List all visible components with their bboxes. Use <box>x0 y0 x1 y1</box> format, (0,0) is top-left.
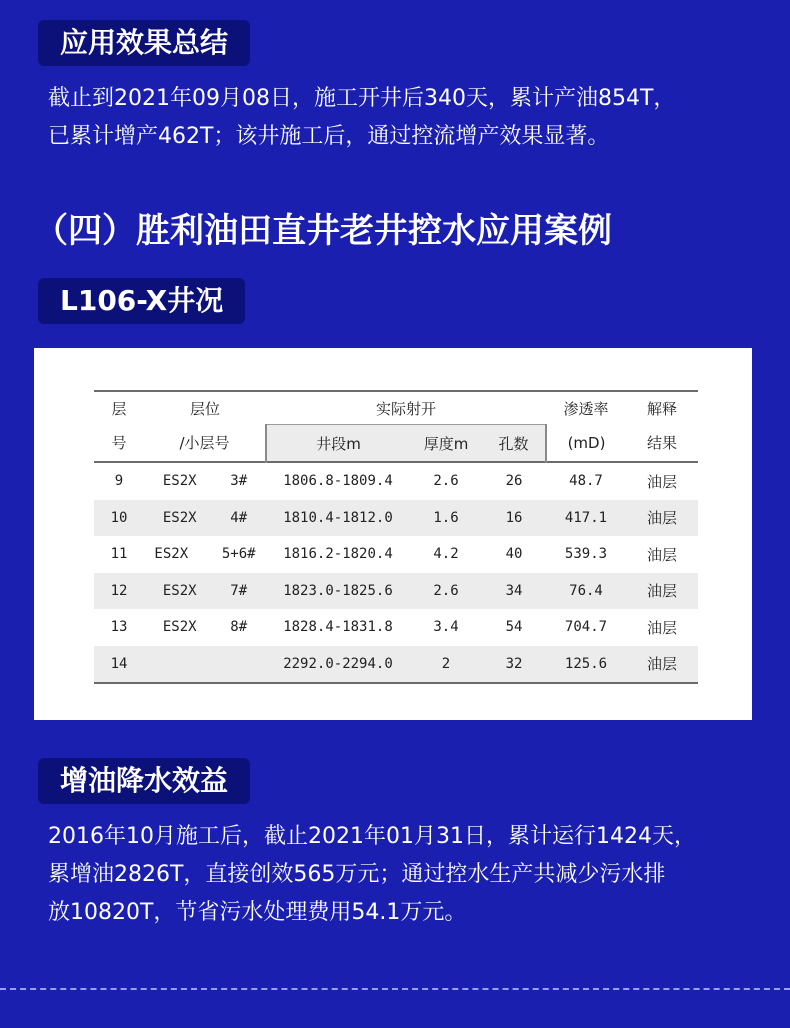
table-header-row-1 <box>94 391 698 425</box>
cell-thickness: 1.6 <box>410 500 482 537</box>
effect-summary-line-2: 已累计增产462T；该井施工后，通过控流增产效果显著。 <box>48 124 610 149</box>
well-data-table <box>94 390 698 684</box>
cell-holes: 26 <box>505 473 523 490</box>
cell-result: 油层 <box>626 646 698 684</box>
cell-layer: 14 <box>94 646 144 684</box>
cell-zone: ES2X 8# <box>162 619 248 636</box>
cell-perm: 48.7 <box>569 473 603 490</box>
cell-layer: 11 <box>110 546 128 563</box>
benefit-text <box>48 818 758 932</box>
header-layer-bottom: 号 <box>111 434 127 453</box>
header-perm-top: 渗透率 <box>563 399 609 418</box>
cell-perm: 417.1 <box>546 500 626 537</box>
table-row <box>94 573 698 610</box>
section-tag-well-condition: L106-X井况 <box>38 278 245 324</box>
cell-zone: ES2X 4# <box>144 500 266 537</box>
cell-layer: 9 <box>114 473 124 490</box>
well-table-panel <box>34 348 752 720</box>
benefit-line-2: 累增油2826T，直接创效565万元；通过控水生产共减少污水排 <box>48 862 666 887</box>
cell-holes: 32 <box>482 646 546 684</box>
cell-thickness: 2 <box>410 646 482 684</box>
header-result-bottom: 结果 <box>646 434 677 453</box>
header-result-top: 解释 <box>646 399 677 418</box>
table-row <box>94 609 698 646</box>
cell-interval: 1823.0-1825.6 <box>266 573 410 610</box>
effect-summary-text <box>48 80 758 156</box>
cell-thickness: 3.4 <box>433 619 459 636</box>
cell-zone: ES2X 7# <box>144 573 266 610</box>
header-perf-group: 实际射开 <box>266 391 546 425</box>
cell-zone: ES2X 5+6# <box>154 546 256 563</box>
cell-holes: 54 <box>505 619 523 636</box>
cell-thickness: 2.6 <box>410 573 482 610</box>
section-tag-effect-summary: 应用效果总结 <box>38 20 250 66</box>
cell-thickness: 2.6 <box>433 473 459 490</box>
cell-layer: 13 <box>110 619 128 636</box>
cell-result: 油层 <box>626 573 698 610</box>
header-interval: 井段m <box>266 425 410 463</box>
cell-result: 油层 <box>646 618 677 637</box>
header-holes: 孔数 <box>482 425 546 463</box>
header-zone-top: 层位 <box>189 399 220 418</box>
header-perm-bottom: (mD) <box>567 433 606 452</box>
cell-layer: 10 <box>94 500 144 537</box>
header-zone-bottom: /小层号 <box>179 434 230 453</box>
cell-result: 油层 <box>646 472 677 491</box>
cell-layer: 12 <box>94 573 144 610</box>
benefit-line-3: 放10820T，节省污水处理费用54.1万元。 <box>48 900 467 925</box>
cell-zone <box>144 646 266 684</box>
table-row <box>94 536 698 573</box>
cell-holes: 16 <box>482 500 546 537</box>
table-header-row-2 <box>94 425 698 463</box>
dashed-divider <box>0 988 790 990</box>
case-title: （四）胜利油田直井老井控水应用案例 <box>34 211 612 251</box>
cell-result: 油层 <box>626 500 698 537</box>
benefit-line-1: 2016年10月施工后，截止2021年01月31日，累计运行1424天， <box>48 824 696 849</box>
header-thickness: 厚度m <box>410 425 482 463</box>
cell-interval: 2292.0-2294.0 <box>266 646 410 684</box>
cell-interval: 1810.4-1812.0 <box>266 500 410 537</box>
cell-interval: 1816.2-1820.4 <box>283 546 393 563</box>
cell-interval: 1828.4-1831.8 <box>283 619 393 636</box>
table-row <box>94 462 698 500</box>
cell-perm: 539.3 <box>564 546 608 563</box>
header-layer-top: 层 <box>111 399 127 418</box>
cell-zone: ES2X 3# <box>162 473 248 490</box>
cell-result: 油层 <box>646 545 677 564</box>
table-row <box>94 646 698 684</box>
cell-perm: 125.6 <box>546 646 626 684</box>
cell-perm: 704.7 <box>564 619 608 636</box>
cell-perm: 76.4 <box>546 573 626 610</box>
cell-holes: 40 <box>505 546 523 563</box>
effect-summary-line-1: 截止到2021年09月08日，施工开井后340天，累计产油854T， <box>48 86 676 111</box>
section-tag-oil-increase-benefit: 增油降水效益 <box>38 758 250 804</box>
cell-thickness: 4.2 <box>433 546 459 563</box>
cell-holes: 34 <box>482 573 546 610</box>
cell-interval: 1806.8-1809.4 <box>283 473 393 490</box>
table-row <box>94 500 698 537</box>
